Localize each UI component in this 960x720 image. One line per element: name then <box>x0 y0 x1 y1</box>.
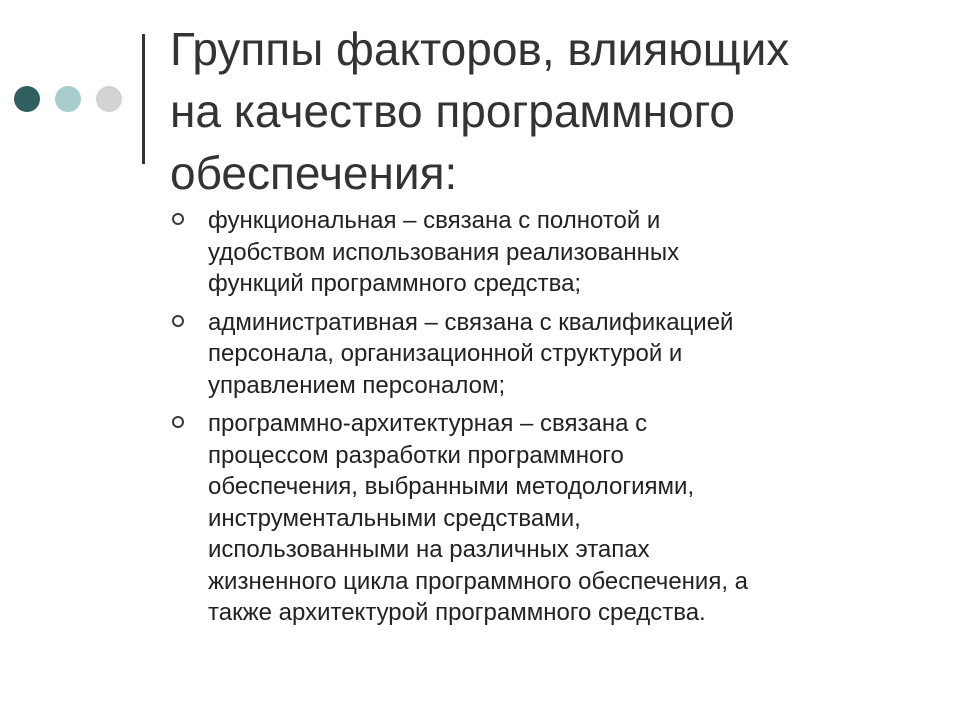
text-line: жизненного цикла программного обеспечения, а <box>208 567 748 595</box>
text-line: обеспечения, выбранными методологиями, <box>208 473 695 500</box>
text-line: удобством использования реализованных <box>208 238 680 266</box>
text-line: инструментальными средствами, <box>208 504 581 532</box>
list-item-text <box>208 408 912 629</box>
list-item <box>172 205 912 300</box>
text-line: функциональная – связана с полнотой и <box>208 207 661 234</box>
text-line: использованными на различных этапах <box>208 536 650 563</box>
text-line: функций программного средства; <box>208 270 582 297</box>
title-line: Группы факторов, влияющих <box>170 23 790 75</box>
list-item-text <box>208 205 912 300</box>
ring-bullet-icon <box>172 315 184 327</box>
text-line: также архитектурой программного средства. <box>208 599 706 626</box>
slide-title <box>170 18 930 204</box>
dot-1-icon <box>14 86 40 112</box>
ring-bullet-icon <box>172 213 184 225</box>
text-line: персонала, организационной структурой и <box>208 340 683 367</box>
text-line: процессом разработки программного <box>208 441 624 469</box>
text-line: управлением персоналом; <box>208 371 506 399</box>
list-item <box>172 408 912 629</box>
ring-bullet-icon <box>172 416 184 428</box>
bullet-list <box>172 205 912 636</box>
title-line: на качество программного <box>170 85 735 137</box>
title-line: обеспечения: <box>170 147 458 199</box>
list-item-text <box>208 307 912 402</box>
dot-3-icon <box>96 86 122 112</box>
dot-2-icon <box>55 86 81 112</box>
text-line: административная – связана с квалификацией <box>208 308 734 336</box>
title-divider <box>142 34 145 164</box>
list-item <box>172 307 912 402</box>
text-line: программно-архитектурная – связана с <box>208 410 648 437</box>
